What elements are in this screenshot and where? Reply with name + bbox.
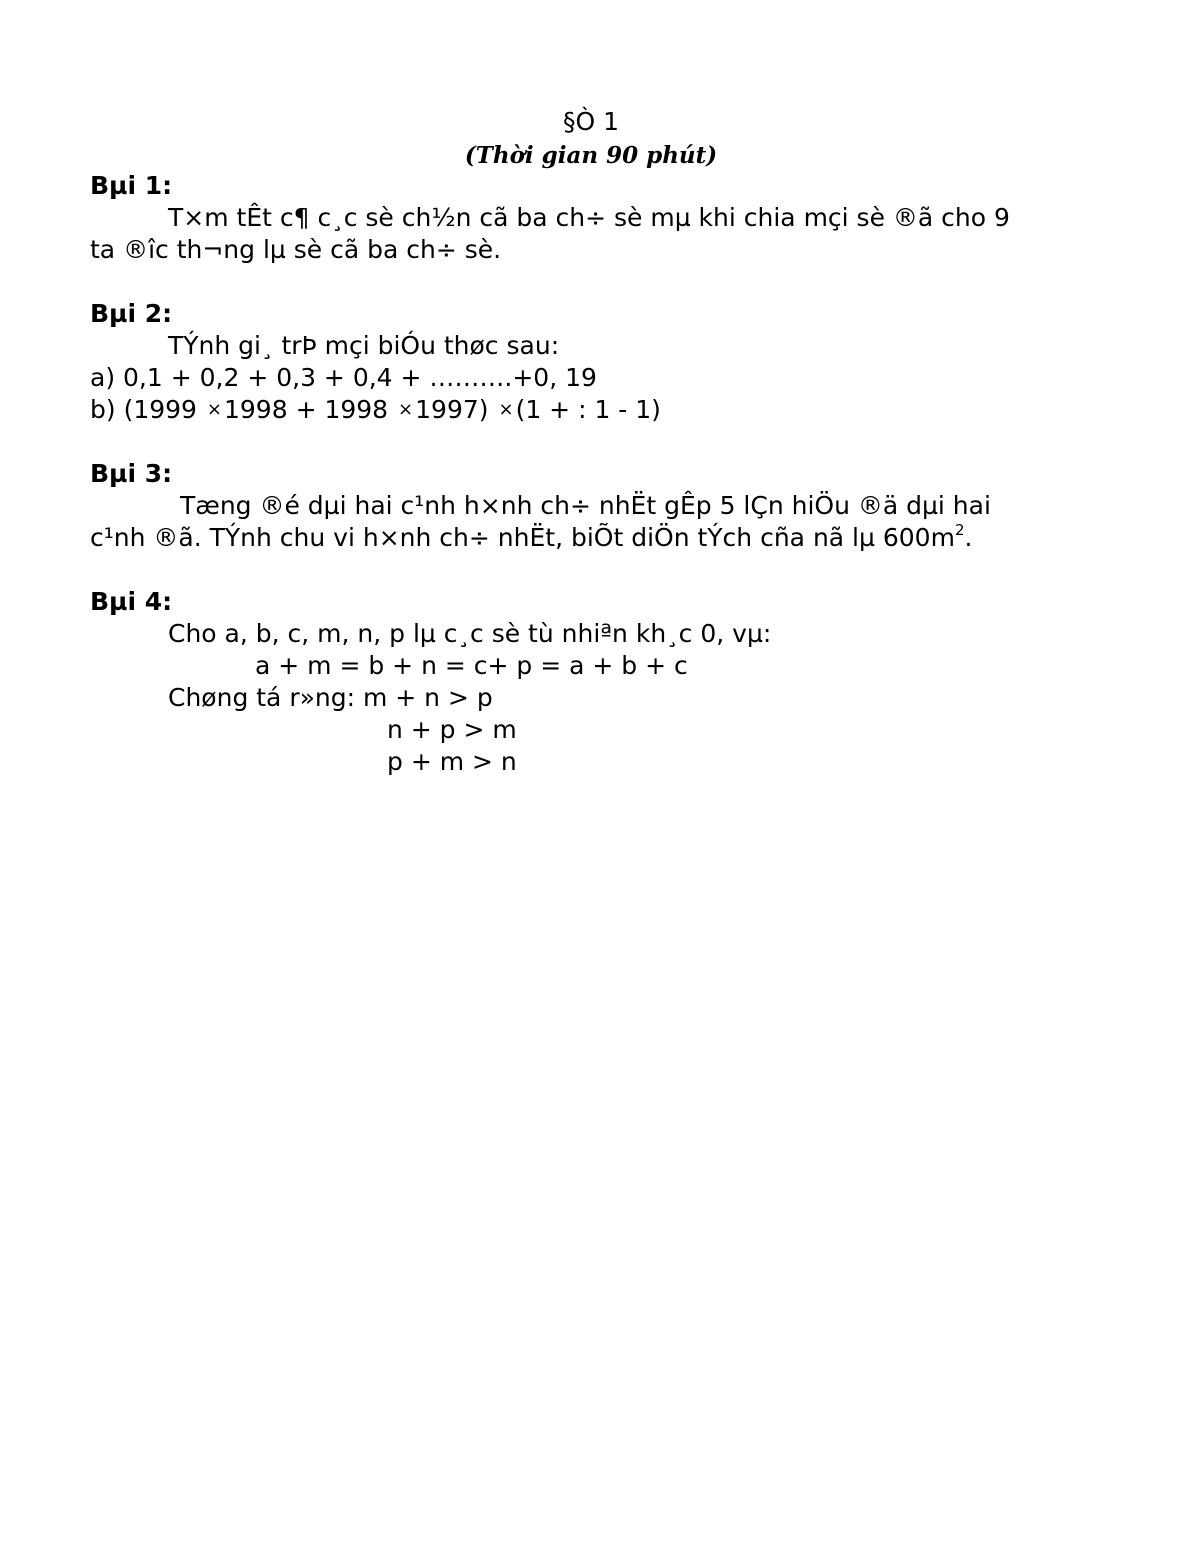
q4-heading: Bµi 4: bbox=[90, 587, 173, 616]
q2-part-a: a) 0,1 + 0,2 + 0,3 + 0,4 + ……….+0, 19 bbox=[90, 363, 597, 392]
q3-line2-main: c¹nh ®ã. TÝnh chu vi h×nh ch÷ nhËt, biÕt diÖn tÝch cña nã lµ 600m bbox=[90, 523, 955, 552]
q4-line4: n + p > m bbox=[387, 715, 517, 744]
q3-heading: Bµi 3: bbox=[90, 459, 173, 488]
q3-line2-end: . bbox=[964, 523, 973, 552]
q1-line2: ta ®îc th¬ng lµ sè cã ba ch÷ sè. bbox=[90, 235, 502, 264]
times-symbol-2: × bbox=[398, 399, 414, 420]
q3-line2 bbox=[90, 522, 972, 554]
q2-heading: Bµi 2: bbox=[90, 299, 173, 328]
q2-part-b bbox=[90, 394, 661, 429]
q4-line3: Chøng tá r»ng: m + n > p bbox=[168, 683, 493, 712]
q4-line2: a + m = b + n = c+ p = a + b + c bbox=[255, 651, 688, 680]
times-symbol-3: × bbox=[498, 399, 514, 420]
q2-intro: TÝnh gi¸ trÞ mçi biÓu thøc sau: bbox=[168, 331, 560, 360]
times-symbol-1: × bbox=[206, 399, 222, 420]
q2-part-b-seg2: 1998 + 1998 bbox=[224, 395, 389, 424]
q3-superscript: 2 bbox=[954, 520, 965, 539]
q3-line1: Tæng ®é dµi hai c¹nh h×nh ch÷ nhËt gÊp 5 lÇn hiÖu ®ä dµi hai bbox=[180, 491, 991, 520]
document-subtitle: (Thời gian 90 phút) bbox=[464, 142, 718, 169]
q2-part-b-seg1: b) (1999 bbox=[90, 395, 197, 424]
document-title: §Ò 1 bbox=[562, 107, 620, 136]
q1-heading: Bµi 1: bbox=[90, 171, 173, 200]
q4-line5: p + m > n bbox=[387, 747, 517, 776]
q2-part-b-seg3: 1997) bbox=[415, 395, 489, 424]
q2-part-b-seg4: (1 + : 1 - 1) bbox=[515, 395, 661, 424]
q1-line1: T×m tÊt c¶ c¸c sè ch½n cã ba ch÷ sè mµ khi chia mçi sè ®ã cho 9 bbox=[168, 203, 1010, 232]
q4-line1: Cho a, b, c, m, n, p lµ c¸c sè tù nhiªn kh¸c 0, vµ: bbox=[168, 619, 772, 648]
